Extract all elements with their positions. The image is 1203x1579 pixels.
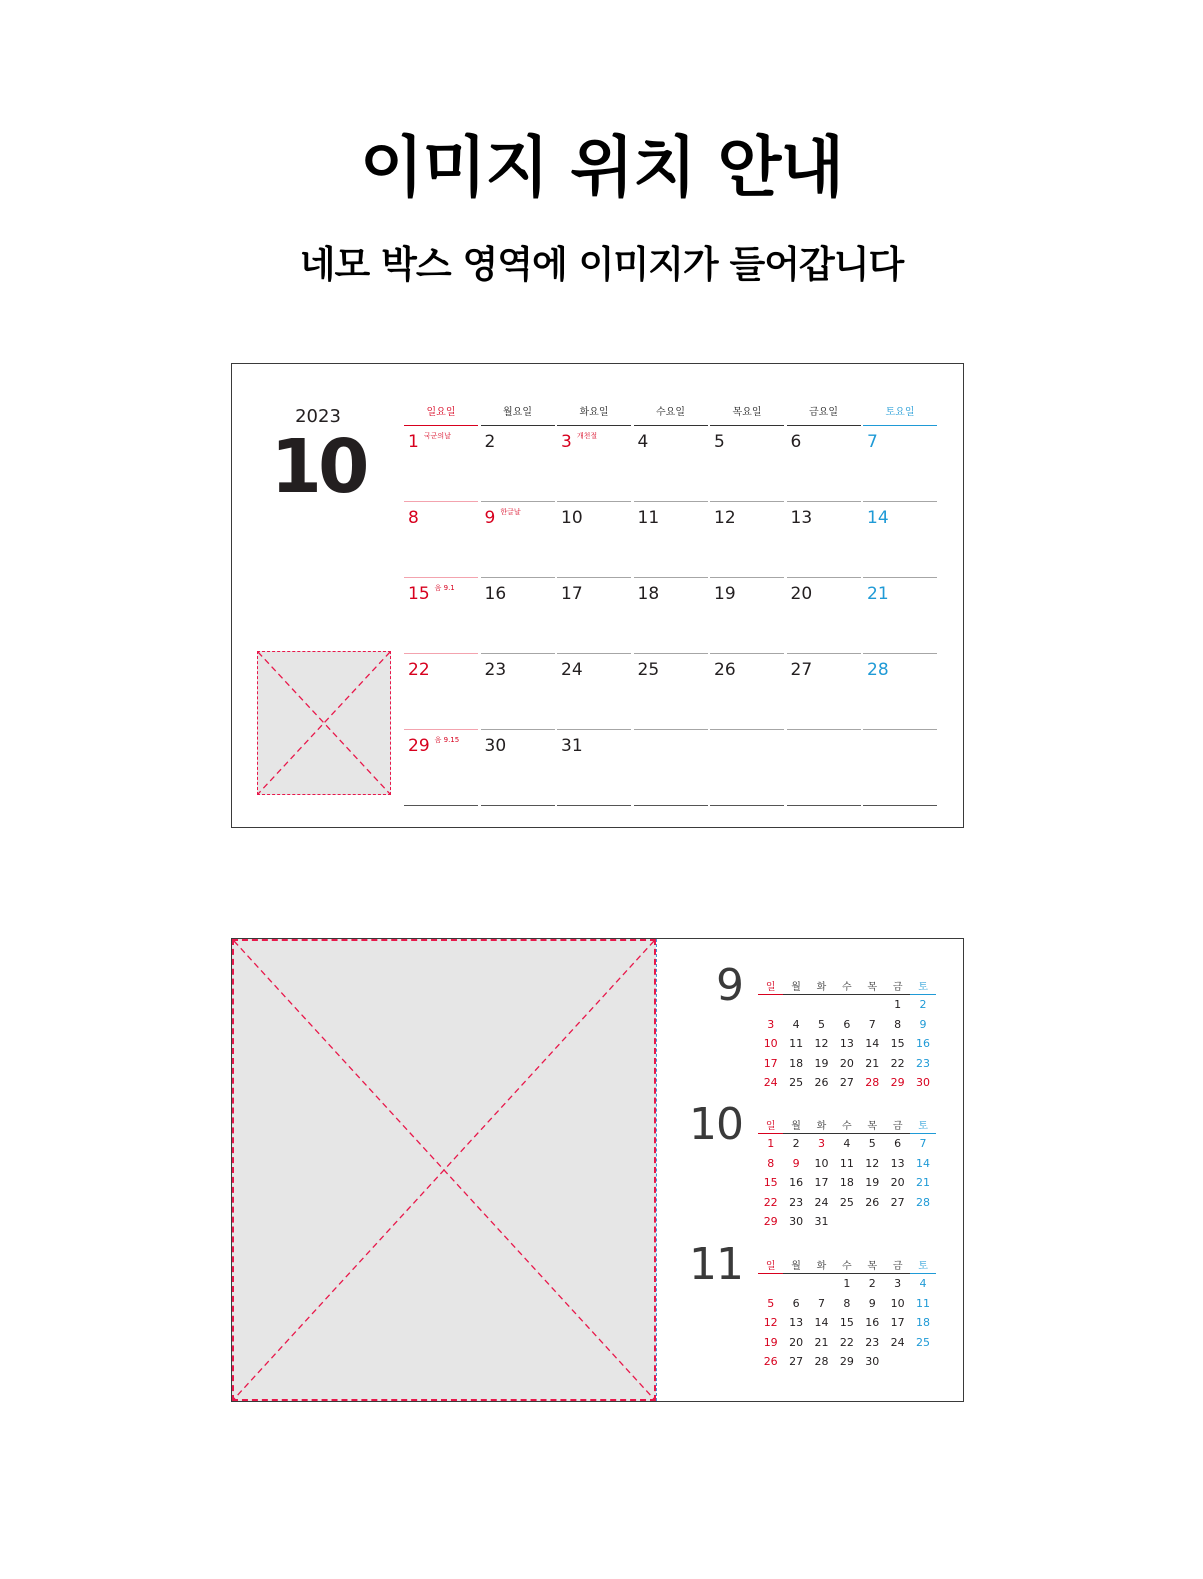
weekday-header: 월요일 [481, 402, 555, 426]
weekday-header: 토요일 [863, 402, 937, 426]
day-cell [787, 426, 861, 502]
mini-day-cell: 29 [839, 1355, 854, 1369]
mini-day-cell: 16 [916, 1037, 931, 1051]
mini-day-cell: 4 [919, 1277, 927, 1290]
mini-month-number: 9 [716, 960, 743, 1011]
day-cell [863, 426, 937, 502]
day-cell [404, 654, 478, 730]
mini-day-cell: 17 [763, 1056, 778, 1070]
mini-day-cell: 7 [919, 1137, 927, 1150]
mini-day-cell [758, 1274, 783, 1294]
mini-day-cell [783, 995, 808, 1015]
placeholder-cross [258, 652, 390, 794]
mini-day-cell: 27 [789, 1355, 804, 1369]
mini-day-cell: 28 [865, 1076, 880, 1090]
mini-day-cell: 26 [763, 1355, 778, 1369]
mini-calendar-month [232, 960, 963, 1101]
mini-weekday-header: 월 [783, 1120, 808, 1134]
day-cell [863, 578, 937, 654]
day-cell [787, 730, 861, 806]
mini-weekday-header: 금 [885, 1120, 910, 1134]
mini-day-cell: 14 [814, 1316, 829, 1330]
mini-day-cell: 21 [865, 1056, 880, 1070]
mini-day-cell [809, 995, 834, 1015]
day-number: 15 [408, 584, 430, 604]
mini-day-cell: 3 [817, 1137, 825, 1150]
mini-day-cell: 18 [789, 1056, 804, 1070]
holiday-note: 국군의날 [423, 432, 451, 440]
mini-day-cell: 14 [865, 1037, 880, 1051]
mini-day-cell: 9 [919, 1017, 927, 1031]
mini-day-cell [910, 1212, 935, 1232]
day-number: 19 [714, 584, 736, 604]
mini-day-grid [758, 1260, 936, 1372]
mini-calendar-month [232, 1239, 963, 1380]
mini-day-cell: 2 [792, 1137, 800, 1150]
day-number: 26 [714, 660, 736, 680]
day-cell [557, 502, 631, 578]
day-number: 6 [790, 432, 802, 452]
mini-weekday-header: 월 [783, 1260, 808, 1274]
mini-day-cell: 30 [865, 1355, 880, 1369]
mini-day-cell: 19 [865, 1176, 880, 1190]
mini-day-cell: 3 [767, 1017, 775, 1031]
day-number: 14 [867, 508, 889, 528]
day-cell [710, 730, 784, 806]
day-cell [481, 654, 555, 730]
mini-day-cell [834, 1212, 859, 1232]
mini-day-cell: 11 [839, 1156, 854, 1170]
weekday-header: 수요일 [634, 402, 708, 426]
day-cell [787, 502, 861, 578]
mini-weekday-header: 월 [783, 981, 808, 995]
mini-month-number: 11 [689, 1239, 743, 1290]
mini-day-cell [885, 1352, 910, 1372]
day-number: 27 [790, 660, 813, 680]
day-number: 31 [561, 736, 583, 756]
mini-day-cell: 5 [767, 1296, 775, 1310]
mini-day-cell: 15 [763, 1176, 778, 1190]
mini-weekday-header: 수 [834, 1260, 859, 1274]
mini-day-cell: 26 [814, 1076, 829, 1090]
mini-day-cell: 13 [890, 1156, 905, 1170]
mini-day-cell: 29 [890, 1076, 905, 1090]
mini-day-cell: 31 [814, 1215, 829, 1229]
day-cell [557, 426, 631, 502]
day-cell [634, 578, 708, 654]
mini-day-cell: 15 [839, 1316, 854, 1330]
mini-day-cell: 21 [814, 1335, 829, 1349]
mini-day-cell: 12 [814, 1037, 829, 1051]
mini-day-cell: 7 [817, 1296, 825, 1310]
mini-day-cell [860, 1212, 885, 1232]
holiday-note: 개천절 [576, 432, 598, 440]
mini-day-cell: 2 [868, 1277, 876, 1290]
mini-weekday-header: 수 [834, 981, 859, 995]
mini-day-cell [885, 1212, 910, 1232]
calendar-card-monthly [231, 363, 964, 828]
day-number: 5 [714, 432, 725, 452]
mini-day-cell: 23 [865, 1335, 880, 1349]
mini-day-cell: 19 [814, 1056, 829, 1070]
mini-day-cell [758, 995, 783, 1015]
mini-day-cell: 30 [789, 1215, 804, 1229]
mini-day-cell: 8 [843, 1296, 851, 1310]
mini-day-cell: 30 [916, 1076, 931, 1090]
day-number: 28 [867, 660, 889, 680]
mini-day-cell: 25 [839, 1195, 854, 1209]
mini-day-cell: 12 [763, 1316, 778, 1330]
mini-day-cell: 25 [789, 1076, 804, 1090]
day-cell [634, 426, 708, 502]
mini-day-cell: 9 [868, 1296, 876, 1310]
mini-weekday-header: 목 [860, 1260, 885, 1274]
mini-day-cell: 10 [763, 1037, 778, 1051]
mini-day-cell: 5 [817, 1017, 825, 1031]
holiday-note: 음 9.1 [434, 584, 455, 592]
day-cell [863, 502, 937, 578]
weekday-header: 화요일 [557, 402, 631, 426]
day-number: 29 [408, 736, 430, 756]
day-number: 12 [714, 508, 736, 528]
day-cell [557, 578, 631, 654]
day-number: 13 [790, 508, 813, 528]
mini-day-cell: 8 [894, 1017, 902, 1031]
mini-day-cell: 6 [792, 1296, 800, 1310]
holiday-note: 음 9.15 [434, 736, 460, 744]
day-cell [787, 578, 861, 654]
weekday-header: 일요일 [404, 402, 478, 426]
mini-day-cell [910, 1352, 935, 1372]
mini-day-cell: 24 [763, 1076, 778, 1090]
calendar-card-mini [231, 938, 964, 1402]
mini-day-cell: 20 [789, 1335, 804, 1349]
mini-weekday-header: 화 [809, 981, 834, 995]
mini-day-cell: 20 [890, 1176, 905, 1190]
mini-day-cell: 28 [916, 1195, 931, 1209]
mini-day-cell: 17 [814, 1176, 829, 1190]
day-cell [710, 426, 784, 502]
mini-day-cell: 4 [843, 1137, 851, 1150]
day-cell [481, 426, 555, 502]
page-title: 이미지 위치 안내 [359, 129, 844, 206]
day-number: 20 [790, 584, 813, 604]
day-number: 2 [484, 432, 496, 452]
day-cell [710, 654, 784, 730]
mini-day-cell: 14 [916, 1156, 931, 1170]
mini-day-grid [758, 981, 936, 1093]
mini-month-number: 10 [689, 1099, 743, 1150]
day-number: 16 [484, 584, 507, 604]
mini-weekday-header: 금 [885, 1260, 910, 1274]
page-subtitle: 네모 박스 영역에 이미지가 들어갑니다 [299, 243, 904, 286]
mini-weekday-header: 목 [860, 981, 885, 995]
mini-day-cell: 27 [839, 1076, 854, 1090]
day-number: 18 [637, 584, 660, 604]
mini-day-cell: 18 [839, 1176, 854, 1190]
mini-day-cell: 6 [894, 1137, 902, 1150]
mini-calendar-month [232, 1099, 963, 1240]
day-cell [557, 654, 631, 730]
mini-weekday-header: 화 [809, 1120, 834, 1134]
mini-day-cell: 18 [916, 1316, 931, 1330]
day-cell [404, 502, 478, 578]
mini-weekday-header: 토 [910, 1260, 935, 1274]
holiday-note: 한글날 [500, 508, 521, 516]
mini-day-cell: 10 [890, 1296, 905, 1310]
mini-day-cell: 11 [789, 1037, 804, 1051]
mini-day-cell: 26 [865, 1195, 880, 1209]
mini-day-cell: 23 [789, 1195, 804, 1209]
mini-day-cell: 21 [916, 1176, 931, 1190]
mini-day-cell: 16 [789, 1176, 804, 1190]
mini-weekday-header: 일 [758, 1260, 783, 1274]
mini-day-cell [809, 1274, 834, 1294]
mini-day-cell: 19 [763, 1335, 778, 1349]
mini-day-cell: 9 [792, 1156, 800, 1170]
day-cell [481, 730, 555, 806]
day-cell [634, 654, 708, 730]
month-day-grid [404, 402, 937, 806]
weekday-header: 금요일 [787, 402, 861, 426]
mini-day-cell [834, 995, 859, 1015]
mini-day-cell: 10 [814, 1156, 829, 1170]
mini-day-cell: 16 [865, 1316, 880, 1330]
mini-day-cell: 29 [763, 1215, 778, 1229]
mini-day-cell: 4 [792, 1017, 800, 1031]
day-number: 25 [637, 660, 660, 680]
mini-day-cell: 1 [767, 1137, 775, 1150]
day-number: 1 [408, 432, 419, 452]
day-cell [787, 654, 861, 730]
day-number: 11 [637, 508, 660, 528]
mini-weekday-header: 금 [885, 981, 910, 995]
mini-day-cell: 22 [763, 1195, 778, 1209]
mini-weekday-header: 토 [910, 981, 935, 995]
mini-day-cell: 22 [839, 1335, 854, 1349]
mini-day-cell: 8 [767, 1156, 775, 1170]
mini-day-cell: 1 [843, 1277, 851, 1290]
mini-day-cell: 25 [916, 1335, 931, 1349]
mini-weekday-header: 목 [860, 1120, 885, 1134]
mini-day-cell: 20 [839, 1056, 854, 1070]
calendar-month-number: 10 [270, 424, 366, 510]
day-number: 10 [561, 508, 583, 528]
day-cell [863, 654, 937, 730]
day-number: 4 [637, 432, 649, 452]
mini-day-grid [758, 1120, 936, 1232]
weekday-header: 목요일 [710, 402, 784, 426]
calendar-year: 2023 [295, 406, 341, 427]
mini-day-cell: 7 [868, 1017, 876, 1031]
day-number: 17 [561, 584, 583, 604]
mini-day-cell: 13 [789, 1316, 804, 1330]
mini-day-cell [860, 995, 885, 1015]
mini-day-cell: 28 [814, 1355, 829, 1369]
mini-day-cell: 1 [894, 998, 902, 1011]
day-cell [404, 426, 478, 502]
mini-day-cell: 11 [916, 1296, 931, 1310]
day-number: 23 [484, 660, 507, 680]
day-number: 21 [867, 584, 889, 604]
mini-day-cell: 24 [890, 1335, 905, 1349]
day-cell [634, 730, 708, 806]
mini-day-cell: 2 [919, 998, 927, 1011]
mini-day-cell: 12 [865, 1156, 880, 1170]
day-cell [481, 578, 555, 654]
day-cell [710, 578, 784, 654]
mini-day-cell: 13 [839, 1037, 854, 1051]
day-number: 22 [408, 660, 430, 680]
day-number: 7 [867, 432, 878, 452]
mini-day-cell: 15 [890, 1037, 905, 1051]
mini-weekday-header: 일 [758, 981, 783, 995]
mini-day-cell: 17 [890, 1316, 905, 1330]
day-cell [404, 578, 478, 654]
day-cell [481, 502, 555, 578]
day-cell [557, 730, 631, 806]
mini-weekday-header: 수 [834, 1120, 859, 1134]
mini-day-cell [783, 1274, 808, 1294]
mini-weekday-header: 토 [910, 1120, 935, 1134]
mini-day-cell: 22 [890, 1056, 905, 1070]
day-cell [404, 730, 478, 806]
day-number: 3 [561, 432, 572, 452]
mini-day-cell: 6 [843, 1017, 851, 1031]
mini-weekday-header: 일 [758, 1120, 783, 1134]
mini-day-cell: 24 [814, 1195, 829, 1209]
mini-day-cell: 3 [894, 1277, 902, 1290]
mini-day-cell: 27 [890, 1195, 905, 1209]
day-cell [863, 730, 937, 806]
day-number: 8 [408, 508, 419, 528]
day-cell [710, 502, 784, 578]
day-number: 9 [484, 508, 496, 528]
day-number: 24 [561, 660, 583, 680]
day-cell [634, 502, 708, 578]
day-number: 30 [484, 736, 507, 756]
mini-day-cell: 23 [916, 1056, 931, 1070]
image-placeholder [257, 651, 391, 795]
mini-weekday-header: 화 [809, 1260, 834, 1274]
mini-day-cell: 5 [868, 1137, 876, 1150]
